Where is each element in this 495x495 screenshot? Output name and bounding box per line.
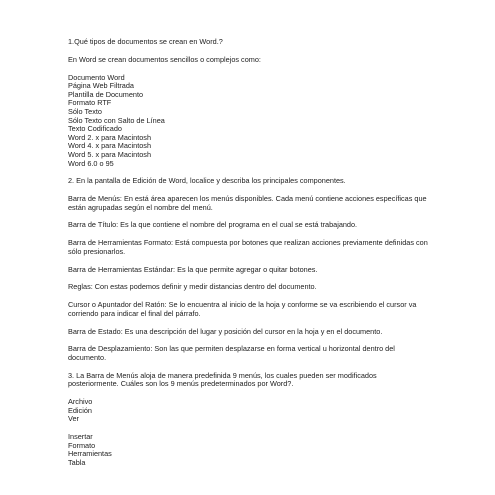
question-1: 1.Qué tipos de documentos se crean en Word.? <box>68 37 223 46</box>
component-status-bar: Barra de Estado: Es una descripción del lugar y posición del cursor en la hoja y en el documento. <box>68 326 383 336</box>
component-standard-toolbar: Barra de Herramientas Estándar: Es la que permite agregar o quitar botones. <box>68 264 318 274</box>
component-title-bar: Barra de Título: Es la que contiene el nombre del programa en el cual se está trabajando. <box>68 220 358 230</box>
list-item: Tabla <box>68 457 86 467</box>
component-format-toolbar: Barra de Herramientas Formato: Está compuesta por botones que realizan acciones previamente definidas con sólo presionarlos. <box>68 238 428 256</box>
list-item: Formato RTF <box>68 98 112 108</box>
list-item: Texto Codificado <box>68 124 122 134</box>
component-rulers: Reglas: Con estas podemos definir y medir distancias dentro del documento. <box>68 282 317 292</box>
list-item: Word 6.0 o 95 <box>68 158 114 168</box>
list-item: Word 2. x para Macintosh <box>68 132 152 142</box>
document-types-list <box>68 74 428 169</box>
list-item: Word 4. x para Macintosh <box>68 141 152 151</box>
list-item: Ver <box>68 414 79 424</box>
list-item: Herramientas <box>68 449 112 459</box>
list-item: Documento Word <box>68 72 125 82</box>
menus-list-group-1 <box>68 398 428 424</box>
document-page <box>68 38 428 477</box>
list-item: Sólo Texto <box>68 106 102 116</box>
list-item: Archivo <box>68 397 93 407</box>
list-item: Formato <box>68 440 96 450</box>
question-3: 3. La Barra de Menús aloja de manera predefinida 9 menús, los cuales pueden ser modificados posteriormente. Cuáles son los 9 menús predeterminados por Word?. <box>68 370 377 389</box>
list-item: Plantilla de Documento <box>68 89 144 99</box>
list-item: Edición <box>68 405 92 415</box>
component-scroll-bar: Barra de Desplazamiento: Son las que permiten desplazarse en forma vertical u horizontal dentro del documento. <box>68 344 395 362</box>
list-item: Insertar <box>68 432 93 442</box>
list-item: Página Web Filtrada <box>68 81 134 91</box>
question-2: 2. En la pantalla de Edición de Word, localice y describa los principales componentes. <box>68 176 346 186</box>
menus-list-group-2 <box>68 433 428 467</box>
component-cursor: Cursor o Apuntador del Ratón: Se lo encuentra al inicio de la hoja y conforme se va escribiendo el cursor va corriendo para indicar el final del párrafo. <box>68 300 417 318</box>
question-1-intro: En Word se crean documentos sencillos o complejos como: <box>68 54 261 64</box>
component-menu-bar: Barra de Menús: En está área aparecen los menús disponibles. Cada menú contiene acciones específicas que están agrupadas según el nombre del menú. <box>68 194 427 212</box>
list-item: Sólo Texto con Salto de Línea <box>68 115 165 125</box>
list-item: Word 5. x para Macintosh <box>68 149 152 159</box>
